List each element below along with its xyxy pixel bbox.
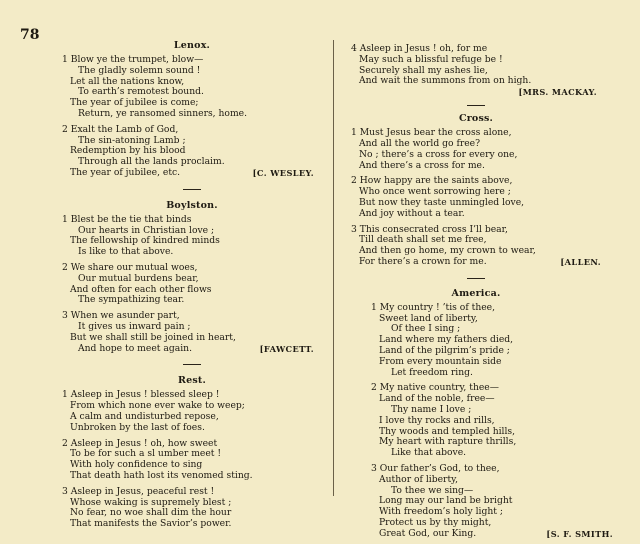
hymn-america <box>351 287 613 540</box>
verse-line: And often for each other flows <box>70 283 212 295</box>
verse-line: 2 How happy are the saints above, <box>351 175 513 187</box>
verse-line: But we shall still be joined in heart, <box>70 331 236 343</box>
verse-line: Author of liberty, <box>379 473 459 485</box>
verse-line: But now they taste unmingled love, <box>359 196 525 208</box>
hymn-title: Rest. <box>178 375 206 387</box>
hymn-title: Boylston. <box>166 199 218 211</box>
verse-line: Redemption by his blood <box>70 145 186 157</box>
verse-line: Let freedom ring. <box>391 366 473 378</box>
verse-line: 1 Blest be the tie that binds <box>62 213 192 225</box>
verse-line: To thee we sing— <box>391 484 474 496</box>
hymn-rest <box>62 375 322 530</box>
attribution: [MRS. MACKAY. <box>518 87 597 98</box>
verse-line: Whose waking is supremely blest ; <box>70 496 232 508</box>
verse-line: Unbroken by the last of foes. <box>70 421 205 433</box>
verse-line: Long may our land be bright <box>379 495 513 507</box>
verse-line: Thy woods and templed hills, <box>379 425 516 437</box>
verse-line: 1 Blow ye the trumpet, blow— <box>62 54 204 65</box>
verse-3 <box>351 225 601 268</box>
verse-line: That manifests the Savior’s power. <box>70 518 232 530</box>
page-number: 78 <box>20 27 40 43</box>
verse-line: 1 Asleep in Jesus ! blessed sleep ! <box>62 389 220 401</box>
verse-line: My heart with rapture thrills, <box>379 436 517 448</box>
verse-line: That death hath lost its venomed sting. <box>70 469 253 481</box>
verse-line: Return, ye ransomed sinners, home. <box>78 107 248 119</box>
verse-line: To earth’s remotest bound. <box>78 86 204 98</box>
attribution: [S. F. SMITH. <box>546 528 613 539</box>
verse-3 <box>62 487 322 530</box>
verse-line: The sin-atoning Lamb ; <box>78 134 186 146</box>
hymn-separator <box>467 278 485 279</box>
verse-line: Protect us by thy might, <box>379 516 492 528</box>
verse-line: From every mountain side <box>379 355 502 367</box>
verse-1 <box>62 215 322 258</box>
verse-line: With freedom’s holy light ; <box>379 506 503 518</box>
attribution: [C. WESLEY. <box>252 167 314 178</box>
verse-4 <box>351 44 601 87</box>
verse-line <box>351 257 601 268</box>
verse-line: And then go home, my crown to wear, <box>359 245 536 257</box>
verse-line: I love thy rocks and rills, <box>379 414 495 426</box>
verse-line <box>62 344 322 355</box>
attribution: [ALLEN. <box>560 256 601 267</box>
verse-line: A calm and undisturbed repose, <box>70 410 219 422</box>
hymn-separator <box>183 189 201 190</box>
verse-line: Our hearts in Christian love ; <box>78 224 215 236</box>
hymn-title: Cross. <box>458 113 494 125</box>
verse-1 <box>62 390 322 433</box>
hymn-boylston <box>62 200 322 355</box>
verse-line: Securely shall my ashes lie, <box>359 64 488 76</box>
verse-line: And joy without a tear. <box>359 207 465 219</box>
verse-2 <box>62 439 322 482</box>
verse-line-text: And hope to meet again. <box>78 342 192 354</box>
verse-2 <box>351 176 601 219</box>
verse-line: 2 We share our mutual woes, <box>62 261 198 273</box>
verse-line: Land of the pilgrim’s pride ; <box>379 344 510 356</box>
verse-line <box>62 168 322 179</box>
verse-line: Land of the noble, free— <box>379 393 495 405</box>
verse-line: From which none ever wake to weep; <box>70 400 245 412</box>
right-column <box>351 43 613 544</box>
verse-line: Who once went sorrowing here ; <box>359 186 511 198</box>
verse-line: The year of jubilee is come; <box>70 97 199 109</box>
verse-1 <box>62 55 322 120</box>
verse-line: It gives us inward pain ; <box>78 320 191 332</box>
verse-line: No ; there’s a cross for every one, <box>359 148 518 160</box>
verse-1 <box>351 303 601 379</box>
verse-line: The gladly solemn sound ! <box>78 64 201 76</box>
column-divider <box>333 40 334 496</box>
verse-line: The sympathizing tear. <box>78 294 185 306</box>
verse-line: 3 When we asunder part, <box>62 310 180 322</box>
verse-line: Let all the nations know, <box>70 75 185 87</box>
verse-line: With holy confidence to sing <box>70 459 203 471</box>
verse-2 <box>351 383 601 459</box>
verse-line: Of thee I sing ; <box>391 323 461 335</box>
hymn-cross <box>351 113 601 268</box>
verse-line-text: For there’s a crown for me. <box>359 255 487 267</box>
verse-1 <box>351 128 601 171</box>
hymn-rest-continued <box>351 44 601 97</box>
hymn-lenox <box>62 40 322 179</box>
verse-line: Is like to that above. <box>78 246 174 258</box>
hymn-title: America. <box>451 287 501 299</box>
verse-line: And all the world go free? <box>359 137 481 149</box>
verse-line: No fear, no woe shall dim the hour <box>70 507 232 519</box>
verse-line: 3 Asleep in Jesus, peaceful rest ! <box>62 485 215 497</box>
hymn-separator <box>183 364 201 365</box>
verse-line: 4 Asleep in Jesus ! oh, for me <box>351 43 488 54</box>
verse-line: To be for such a sl umber meet ! <box>70 448 222 460</box>
verse-line: Our mutual burdens bear, <box>78 272 199 284</box>
verse-line: Through all the lands proclaim. <box>78 156 225 168</box>
hymn-separator <box>467 105 485 106</box>
verse-line: And there’s a cross for me. <box>359 159 485 171</box>
verse-line: May such a blissful refuge be ! <box>359 53 503 65</box>
verse-line: The fellowship of kindred minds <box>70 235 220 247</box>
verse-line: Thy name I love ; <box>391 403 472 415</box>
verse-line: Like that above. <box>391 447 467 459</box>
verse-line: Till death shall set me free, <box>359 234 487 246</box>
verse-line: Land where my fathers died, <box>379 334 514 346</box>
verse-3 <box>351 462 613 540</box>
verse-line: 2 Exalt the Lamb of God, <box>62 123 179 135</box>
verse-line-text: The year of jubilee, etc. <box>70 166 181 178</box>
left-column <box>62 40 322 535</box>
verse-line: 2 Asleep in Jesus ! oh, how sweet <box>62 437 218 449</box>
verse-line <box>371 527 613 540</box>
attribution: [FAWCETT. <box>259 343 314 354</box>
verse-2 <box>62 263 322 306</box>
verse-3 <box>62 311 322 354</box>
verse-line: 1 My country ! ’tis of thee, <box>371 301 496 313</box>
verse-line: And wait the summons from on high. <box>359 75 532 87</box>
verse-line: 2 My native country, thee— <box>371 382 499 394</box>
verse-line: 3 Our father’s God, to thee, <box>371 462 500 474</box>
hymn-title: Lenox. <box>173 40 211 51</box>
verse-line: Sweet land of liberty, <box>379 312 478 324</box>
verse-line-text: Great God, our King. <box>379 527 477 539</box>
verse-line: 1 Must Jesus bear the cross alone, <box>351 127 512 139</box>
verse-2 <box>62 125 322 179</box>
verse-line: 3 This consecrated cross I’ll bear, <box>351 223 508 235</box>
